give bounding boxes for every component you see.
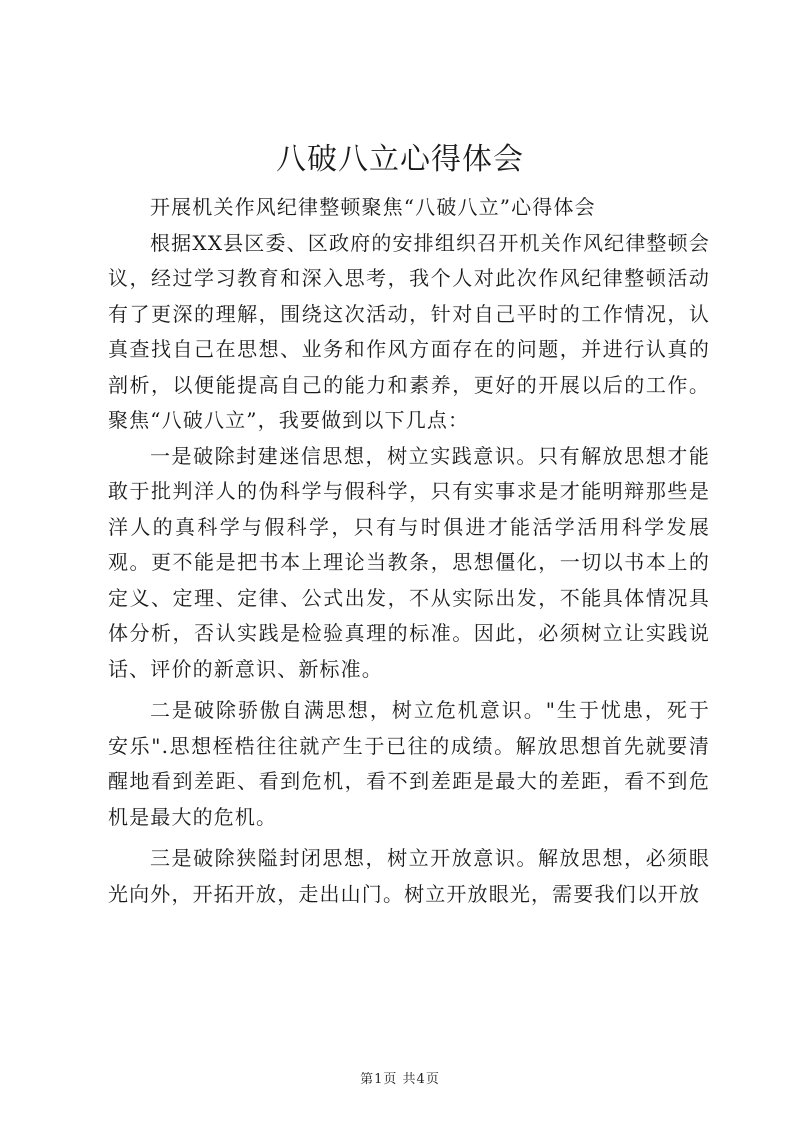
paragraph-subtitle: 开展机关作风纪律整顿聚焦“八破八立”心得体会: [150, 195, 596, 219]
document-title: 八破八立心得体会: [276, 142, 524, 177]
document-body: [108, 190, 710, 912]
paragraph-intro: 根据XX县区委、区政府的安排组织召开机关作风纪律整顿会议，经过学习教育和深入思考，我个人对此次作风纪律整顿活动有了更深的理解，围绕这次活动，针对自己平时的工作情况，认真查找自己在思想、业务和作风方面存在的问题，并进行认真的剖析，以便能提高自己的能力和素养，更好的开展以后的工作。聚焦“八破八立”，我要做到以下几点：: [108, 230, 710, 432]
paragraph-point-3: 三是破除狭隘封闭思想，树立开放意识。解放思想，必须眼光向外，开拓开放，走出山门。树立开放眼光，需要我们以开放: [108, 846, 710, 906]
paragraph-point-1: 一是破除封建迷信思想，树立实践意识。只有解放思想才能敢于批判洋人的伪科学与假科学，只有实事求是才能明辩那些是洋人的真科学与假科学，只有与时俱进才能活学活用科学发展观。更不能是把书本上理论当教条，思想僵化，一切以书本上的定义、定理、定律、公式出发，不从实际出发，不能具体情况具体分析，否认实践是检验真理的标准。因此，必须树立让实践说话、评价的新意识、新标准。: [108, 443, 710, 681]
paragraph-point-2: 二是破除骄傲自满思想，树立危机意识。"生于忧患，死于安乐".思想桎梏往往就产生于已往的成绩。解放思想首先就要清醒地看到差距、看到危机，看不到差距是最大的差距，看不到危机是最大的危机。: [108, 698, 710, 829]
page-number-footer: 第1页 共4页: [360, 1072, 440, 1087]
